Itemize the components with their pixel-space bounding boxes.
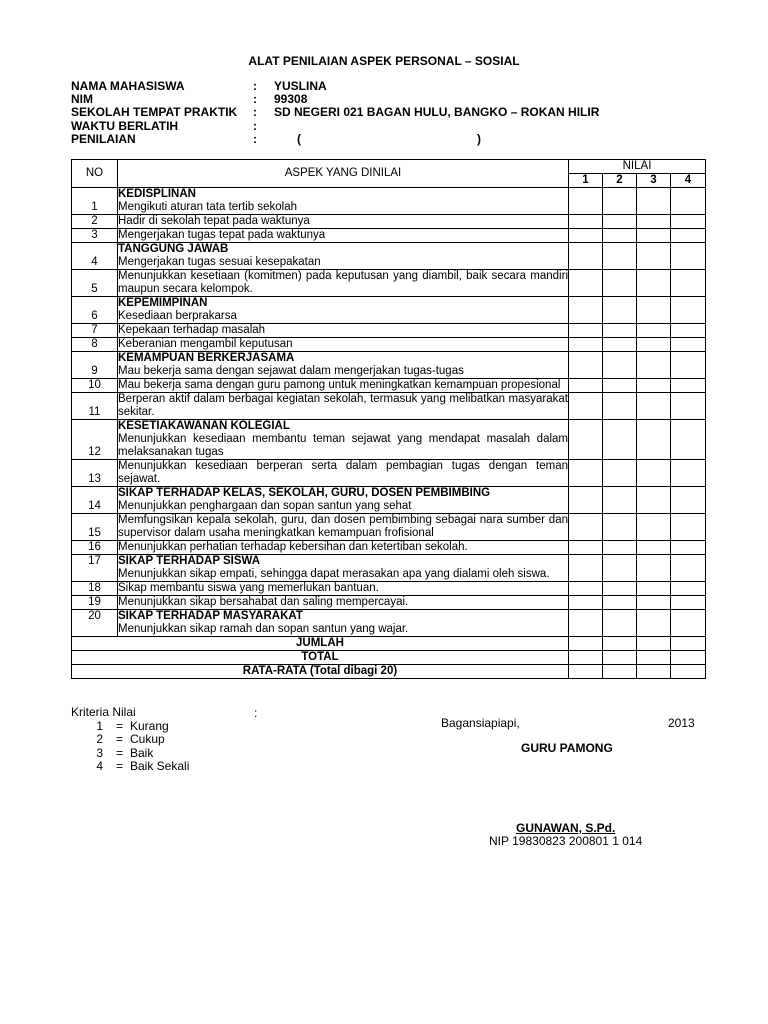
score-cell[interactable] bbox=[671, 582, 706, 596]
aspect-text: Kepekaan terhadap masalah bbox=[118, 324, 266, 336]
score-cell[interactable] bbox=[603, 297, 637, 324]
kriteria-desc: Kurang bbox=[130, 718, 169, 733]
rata-rata-label: RATA-RATA (Total dibagi 20) bbox=[72, 665, 569, 679]
info-label: NIM bbox=[71, 92, 93, 107]
kriteria-desc: Baik bbox=[130, 745, 154, 760]
aspect-cell bbox=[118, 324, 569, 338]
row-number: 8 bbox=[72, 338, 118, 352]
row-number: 9 bbox=[72, 352, 118, 379]
kriteria-num: 1 bbox=[96, 718, 103, 733]
row-number: 18 bbox=[72, 582, 118, 596]
score-cell[interactable] bbox=[671, 270, 706, 297]
kriteria-eq: = bbox=[116, 732, 124, 746]
score-cell[interactable] bbox=[637, 420, 671, 460]
aspect-text: Keberanian mengambil keputusan bbox=[118, 338, 293, 350]
score-cell[interactable] bbox=[637, 514, 671, 541]
kriteria-eq: = bbox=[116, 745, 124, 760]
category-heading: KESETIAKAWANAN KOLEGIAL bbox=[118, 420, 290, 432]
assessment-table bbox=[71, 159, 706, 679]
score-cell[interactable] bbox=[671, 338, 706, 352]
score-cell[interactable] bbox=[569, 651, 603, 665]
aspect-cell bbox=[118, 229, 569, 243]
aspect-cell bbox=[118, 188, 569, 215]
category-heading: SIKAP TERHADAP KELAS, SEKOLAH, GURU, DOSEN PEMBIMBING bbox=[118, 487, 491, 499]
score-cell[interactable] bbox=[569, 487, 603, 514]
category-heading: KEPEMIMPINAN bbox=[118, 297, 208, 309]
row-number: 16 bbox=[72, 541, 118, 555]
table-row bbox=[72, 393, 706, 420]
table-row bbox=[72, 379, 706, 393]
row-number: 11 bbox=[72, 393, 118, 420]
score-cell[interactable] bbox=[569, 514, 603, 541]
aspect-cell bbox=[118, 352, 569, 379]
table-row bbox=[72, 555, 706, 582]
kriteria-colon: : bbox=[254, 706, 258, 720]
kriteria-nilai bbox=[71, 705, 190, 774]
score-cell[interactable] bbox=[603, 229, 637, 243]
score-cell[interactable] bbox=[603, 215, 637, 229]
score-cell[interactable] bbox=[603, 651, 637, 665]
kriteria-num: 3 bbox=[96, 745, 103, 760]
score-cell[interactable] bbox=[637, 596, 671, 610]
header-nilai: NILAI bbox=[569, 160, 706, 174]
table-row bbox=[72, 188, 706, 215]
info-value: SD NEGERI 021 BAGAN HULU, BANGKO – ROKAN HILIR bbox=[274, 105, 600, 120]
score-cell[interactable] bbox=[603, 379, 637, 393]
score-cell[interactable] bbox=[603, 610, 637, 637]
aspect-text: Mengerjakan tugas tepat pada waktunya bbox=[118, 229, 326, 241]
score-cell[interactable] bbox=[603, 541, 637, 555]
score-cell[interactable] bbox=[671, 460, 706, 487]
signatory-name: GUNAWAN, S.Pd. bbox=[516, 821, 616, 835]
score-cell[interactable] bbox=[637, 541, 671, 555]
score-cell[interactable] bbox=[569, 460, 603, 487]
score-cell[interactable] bbox=[569, 555, 603, 582]
row-number: 19 bbox=[72, 596, 118, 610]
row-number: 20 bbox=[72, 610, 118, 637]
score-cell[interactable] bbox=[603, 514, 637, 541]
score-cell[interactable] bbox=[603, 393, 637, 420]
score-cell[interactable] bbox=[637, 610, 671, 637]
aspect-text: Menunjukkan sikap bersahabat dan saling mempercayai. bbox=[118, 596, 409, 608]
row-number: 13 bbox=[72, 460, 118, 487]
header-aspek: ASPEK YANG DINILAI bbox=[118, 160, 569, 188]
score-cell[interactable] bbox=[569, 352, 603, 379]
aspect-text: Kesediaan berprakarsa bbox=[118, 310, 237, 322]
score-cell[interactable] bbox=[603, 270, 637, 297]
table-row bbox=[72, 352, 706, 379]
info-colon: : bbox=[253, 131, 257, 146]
score-cell[interactable] bbox=[569, 379, 603, 393]
score-cell[interactable] bbox=[569, 665, 603, 679]
score-cell[interactable] bbox=[671, 393, 706, 420]
kriteria-num: 4 bbox=[96, 759, 103, 773]
score-cell[interactable] bbox=[569, 338, 603, 352]
score-cell[interactable] bbox=[671, 637, 706, 651]
row-number: 7 bbox=[72, 324, 118, 338]
score-cell[interactable] bbox=[637, 352, 671, 379]
score-cell[interactable] bbox=[637, 215, 671, 229]
aspect-cell bbox=[118, 460, 569, 487]
header-nilai-3: 3 bbox=[637, 174, 671, 188]
score-cell[interactable] bbox=[603, 582, 637, 596]
info-colon: : bbox=[253, 105, 257, 120]
kriteria-desc: Baik Sekali bbox=[130, 759, 190, 773]
aspect-text: Menunjukkan perhatian terhadap kebersihan dan ketertiban sekolah. bbox=[118, 541, 468, 553]
info-value: 99308 bbox=[274, 92, 308, 107]
penilaian-paren-close: ) bbox=[477, 131, 481, 146]
table-row bbox=[72, 229, 706, 243]
document-title: ALAT PENILAIAN ASPEK PERSONAL – SOSIAL bbox=[248, 54, 520, 68]
row-number: 15 bbox=[72, 514, 118, 541]
score-cell[interactable] bbox=[637, 324, 671, 338]
score-cell[interactable] bbox=[637, 582, 671, 596]
row-number: 17 bbox=[72, 555, 118, 582]
score-cell[interactable] bbox=[603, 460, 637, 487]
aspect-text: Menunjukkan kesetiaan (komitmen) pada keputusan yang diambil, baik secara mandiri maupun secara kelompok. bbox=[118, 270, 568, 295]
row-number: 2 bbox=[72, 215, 118, 229]
score-cell[interactable] bbox=[569, 596, 603, 610]
table-row bbox=[72, 324, 706, 338]
score-cell[interactable] bbox=[603, 596, 637, 610]
aspect-text: Menunjukkan penghargaan dan sopan santun yang sehat bbox=[118, 500, 412, 512]
aspect-cell bbox=[118, 338, 569, 352]
table-row bbox=[72, 487, 706, 514]
aspect-cell bbox=[118, 215, 569, 229]
table-row bbox=[72, 420, 706, 460]
aspect-text: Mau bekerja sama dengan guru pamong untuk meningkatkan kemampuan propesional bbox=[118, 379, 561, 391]
aspect-text: Sikap membantu siswa yang memerlukan bantuan. bbox=[118, 582, 379, 594]
penilaian-paren-open: ( bbox=[297, 131, 301, 146]
aspect-text: Mau bekerja sama dengan sejawat dalam mengerjakan tugas-tugas bbox=[118, 365, 464, 377]
score-cell[interactable] bbox=[671, 352, 706, 379]
score-cell[interactable] bbox=[637, 393, 671, 420]
score-cell[interactable] bbox=[569, 229, 603, 243]
score-cell[interactable] bbox=[637, 637, 671, 651]
kriteria-item bbox=[71, 718, 169, 734]
table-row bbox=[72, 215, 706, 229]
table-row bbox=[72, 610, 706, 637]
aspect-cell bbox=[118, 514, 569, 541]
kriteria-num: 2 bbox=[96, 732, 103, 746]
header-nilai-1: 1 bbox=[569, 174, 603, 188]
score-cell[interactable] bbox=[637, 243, 671, 270]
score-cell[interactable] bbox=[603, 420, 637, 460]
aspect-cell bbox=[118, 297, 569, 324]
aspect-cell bbox=[118, 379, 569, 393]
row-number: 12 bbox=[72, 420, 118, 460]
score-cell[interactable] bbox=[569, 637, 603, 651]
aspect-text: Hadir di sekolah tepat pada waktunya bbox=[118, 215, 310, 227]
aspect-cell bbox=[118, 610, 569, 637]
aspect-cell bbox=[118, 596, 569, 610]
score-cell[interactable] bbox=[569, 610, 603, 637]
kriteria-label: Kriteria Nilai bbox=[71, 705, 136, 719]
score-cell[interactable] bbox=[569, 215, 603, 229]
table-row bbox=[72, 541, 706, 555]
score-cell[interactable] bbox=[671, 665, 706, 679]
row-number: 4 bbox=[72, 243, 118, 270]
score-cell[interactable] bbox=[671, 324, 706, 338]
row-number: 10 bbox=[72, 379, 118, 393]
score-cell[interactable] bbox=[569, 243, 603, 270]
score-cell[interactable] bbox=[671, 243, 706, 270]
aspect-cell bbox=[118, 393, 569, 420]
table-row bbox=[72, 514, 706, 541]
table-row bbox=[72, 582, 706, 596]
info-colon: : bbox=[253, 92, 257, 107]
score-cell[interactable] bbox=[671, 420, 706, 460]
score-cell[interactable] bbox=[671, 379, 706, 393]
score-cell[interactable] bbox=[637, 188, 671, 215]
aspect-text: Mengikuti aturan tata tertib sekolah bbox=[118, 201, 297, 213]
kriteria-item bbox=[71, 759, 190, 774]
score-cell[interactable] bbox=[569, 188, 603, 215]
aspect-cell bbox=[118, 420, 569, 460]
score-cell[interactable] bbox=[671, 596, 706, 610]
row-number: 6 bbox=[72, 297, 118, 324]
table-row bbox=[72, 596, 706, 610]
score-cell[interactable] bbox=[637, 487, 671, 514]
total-label: TOTAL bbox=[72, 651, 569, 665]
score-cell[interactable] bbox=[603, 324, 637, 338]
header-nilai-4: 4 bbox=[671, 174, 706, 188]
score-cell[interactable] bbox=[603, 243, 637, 270]
score-cell[interactable] bbox=[671, 188, 706, 215]
table-row bbox=[72, 338, 706, 352]
score-cell[interactable] bbox=[603, 637, 637, 651]
kriteria-desc: Cukup bbox=[130, 732, 165, 746]
score-cell[interactable] bbox=[603, 487, 637, 514]
score-cell[interactable] bbox=[671, 215, 706, 229]
score-cell[interactable] bbox=[637, 665, 671, 679]
aspect-text: Memfungsikan kepala sekolah, guru, dan dosen pembimbing sebagai nara sumber dan supervisor dalam usaha meningkatkan kemampuan frofisional bbox=[118, 514, 568, 539]
table-row bbox=[72, 270, 706, 297]
score-cell[interactable] bbox=[671, 541, 706, 555]
category-heading: SIKAP TERHADAP MASYARAKAT bbox=[118, 610, 303, 622]
score-cell[interactable] bbox=[671, 229, 706, 243]
score-cell[interactable] bbox=[671, 487, 706, 514]
aspect-cell bbox=[118, 555, 569, 582]
score-cell[interactable] bbox=[569, 582, 603, 596]
score-cell[interactable] bbox=[637, 555, 671, 582]
kriteria-item bbox=[71, 732, 165, 747]
score-cell[interactable] bbox=[603, 338, 637, 352]
score-cell[interactable] bbox=[671, 297, 706, 324]
category-heading: SIKAP TERHADAP SISWA bbox=[118, 555, 261, 567]
score-cell[interactable] bbox=[637, 270, 671, 297]
header-no: NO bbox=[72, 160, 118, 188]
aspect-text: Menunjukkan sikap empati, sehingga dapat merasakan apa yang dialami oleh siswa. bbox=[118, 568, 550, 580]
score-cell[interactable] bbox=[603, 188, 637, 215]
info-colon: : bbox=[253, 79, 257, 93]
aspect-cell bbox=[118, 487, 569, 514]
signatory-nip: NIP 19830823 200801 1 014 bbox=[489, 834, 643, 848]
info-label: WAKTU BERLATIH bbox=[71, 118, 179, 133]
score-cell[interactable] bbox=[637, 338, 671, 352]
info-value: YUSLINA bbox=[274, 79, 327, 93]
score-cell[interactable] bbox=[569, 420, 603, 460]
aspect-cell bbox=[118, 582, 569, 596]
aspect-cell bbox=[118, 243, 569, 270]
score-cell[interactable] bbox=[569, 270, 603, 297]
signature-place: Bagansiapiapi, bbox=[441, 716, 520, 730]
table-row bbox=[72, 460, 706, 487]
row-number: 3 bbox=[72, 229, 118, 243]
score-cell[interactable] bbox=[637, 297, 671, 324]
aspect-text: Menunjukkan sikap ramah dan sopan santun yang wajar. bbox=[118, 623, 409, 635]
score-cell[interactable] bbox=[637, 651, 671, 665]
info-label: PENILAIAN bbox=[71, 131, 136, 146]
header-nilai-2: 2 bbox=[603, 174, 637, 188]
score-cell[interactable] bbox=[671, 514, 706, 541]
score-cell[interactable] bbox=[671, 651, 706, 665]
category-heading: KEMAMPUAN BERKERJASAMA bbox=[118, 352, 295, 364]
signature-year: 2013 bbox=[668, 716, 695, 730]
aspect-text: Menunjukkan kesediaan berperan serta dalam pembagian tugas dengan teman sejawat. bbox=[118, 460, 568, 485]
row-number: 5 bbox=[72, 270, 118, 297]
category-heading: KEDISPLINAN bbox=[118, 188, 196, 200]
score-cell[interactable] bbox=[569, 324, 603, 338]
score-cell[interactable] bbox=[637, 379, 671, 393]
category-heading: TANGGUNG JAWAB bbox=[118, 243, 229, 255]
aspect-cell bbox=[118, 270, 569, 297]
signature-role: GURU PAMONG bbox=[521, 741, 613, 755]
score-cell[interactable] bbox=[671, 610, 706, 637]
score-cell[interactable] bbox=[603, 352, 637, 379]
score-cell[interactable] bbox=[603, 555, 637, 582]
score-cell[interactable] bbox=[637, 229, 671, 243]
score-cell[interactable] bbox=[671, 555, 706, 582]
info-colon: : bbox=[253, 118, 257, 133]
row-number: 1 bbox=[72, 188, 118, 215]
score-cell[interactable] bbox=[637, 460, 671, 487]
score-cell[interactable] bbox=[569, 541, 603, 555]
info-label: NAMA MAHASISWA bbox=[71, 79, 185, 93]
row-number: 14 bbox=[72, 487, 118, 514]
aspect-cell bbox=[118, 541, 569, 555]
kriteria-item bbox=[71, 745, 154, 761]
table-row bbox=[72, 243, 706, 270]
aspect-text: Berperan aktif dalam berbagai kegiatan sekolah, termasuk yang melibatkan masyarakat sekitar. bbox=[118, 393, 568, 418]
score-cell[interactable] bbox=[603, 665, 637, 679]
kriteria-eq: = bbox=[116, 759, 124, 773]
aspect-text: Mengerjakan tugas sesuai kesepakatan bbox=[118, 256, 321, 268]
score-cell[interactable] bbox=[569, 297, 603, 324]
aspect-text: Menunjukkan kesediaan membantu teman sejawat yang mendapat masalah dalam melaksanakan tugas bbox=[118, 433, 568, 458]
jumlah-label: JUMLAH bbox=[72, 637, 569, 651]
info-label: SEKOLAH TEMPAT PRAKTIK bbox=[71, 105, 238, 120]
table-row bbox=[72, 297, 706, 324]
kriteria-eq: = bbox=[116, 718, 124, 733]
score-cell[interactable] bbox=[569, 393, 603, 420]
